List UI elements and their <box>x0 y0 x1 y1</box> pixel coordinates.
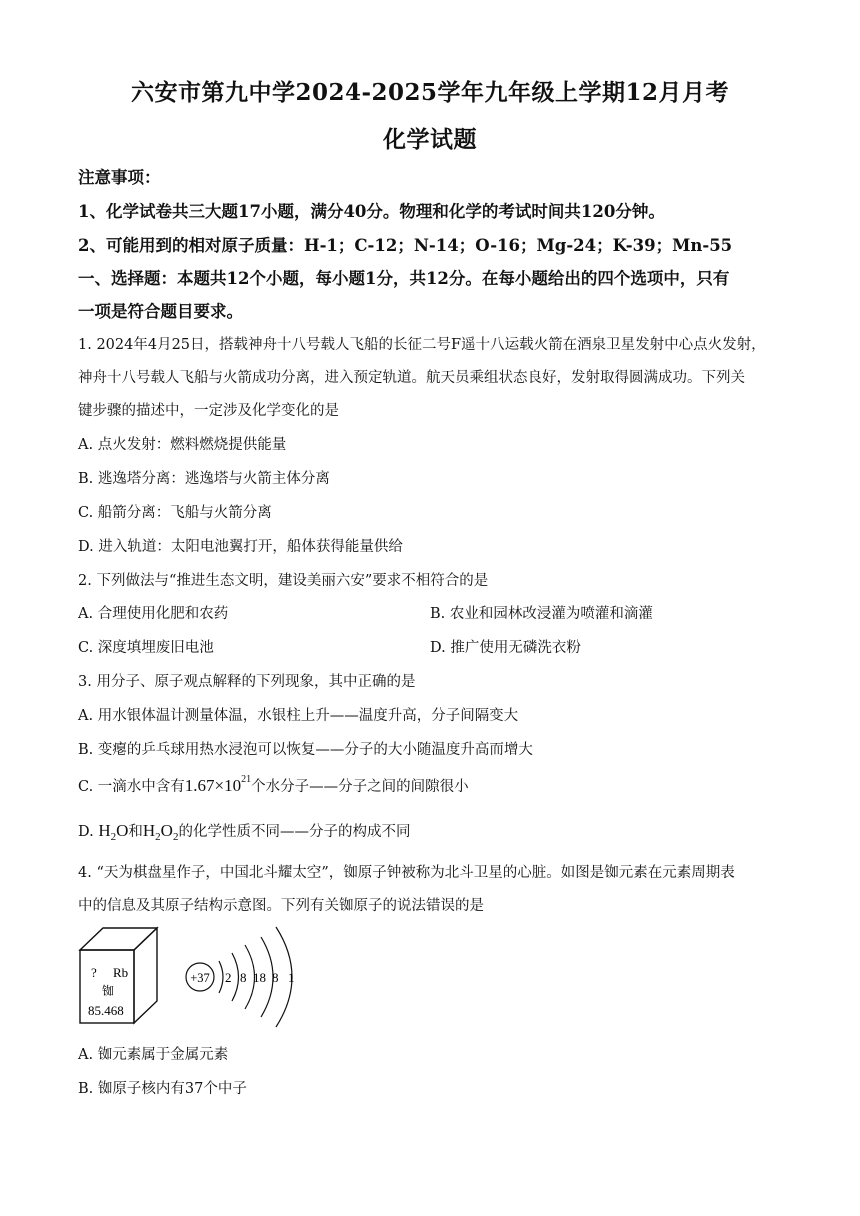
shell-2 <box>232 953 239 1001</box>
shell-3-electrons: 18 <box>253 970 266 985</box>
nucleus-charge: +37 <box>190 971 210 985</box>
exam-title: 六安市第九中学2024-2025学年九年级上学期12月月考 <box>130 79 730 106</box>
section-1-heading-cont: 一项是符合题目要求。 <box>78 302 243 321</box>
q2-option-c: C. 深度填埋废旧电池 <box>78 640 214 656</box>
q3-stem: 3. 用分子、原子观点解释的下列现象，其中正确的是 <box>78 674 416 690</box>
shell-1-electrons: 2 <box>225 970 232 985</box>
notes-heading: 注意事项： <box>78 168 161 187</box>
notes-item-1: 1、化学试卷共三大题17小题，满分40分。物理和化学的考试时间共120分钟。 <box>78 202 665 221</box>
formula-hydrogen-peroxide: $H_2O_2$ <box>142 821 179 843</box>
exam-subject-title: 化学试题 <box>383 126 477 153</box>
element-name: 铷 <box>102 984 115 998</box>
q1-option-d: D. 进入轨道：太阳电池翼打开，船体获得能量供给 <box>78 539 403 555</box>
q3-option-c: C. 一滴水中含有$1.67\times 10^{21}$个水分子——分子之间的间隙很小 <box>78 774 469 795</box>
notes-item-2: 2、可能用到的相对原子质量：H-1；C-12；N-14；O-16；Mg-24；K-39；Mn-55 <box>78 236 733 255</box>
q2-stem: 2. 下列做法与“推进生态文明，建设美丽六安”要求不相符合的是 <box>78 573 489 589</box>
q4-option-b: B. 铷原子核内有37个中子 <box>78 1081 247 1097</box>
q1-option-a: A. 点火发射：燃料燃烧提供能量 <box>78 437 287 453</box>
element-cell <box>80 928 157 1023</box>
element-symbol: Rb <box>113 965 129 980</box>
atom-structure-diagram <box>186 927 295 1027</box>
section-1-heading: 一、选择题：本题共12个小题，每小题1分，共12分。在每小题给出的四个选项中，只有 <box>78 269 730 288</box>
shell-4-electrons: 8 <box>272 970 279 985</box>
q1-stem-line-3: 键步骤的描述中，一定涉及化学变化的是 <box>78 403 339 419</box>
q3-option-b: B. 变瘪的乒乓球用热水浸泡可以恢复——分子的大小随温度升高而增大 <box>78 742 533 758</box>
atomic-number: ? <box>91 965 97 980</box>
q4-stem-line-2: 中的信息及其原子结构示意图。下列有关铷原子的说法错误的是 <box>78 898 484 914</box>
q4-stem-line-1: 4. “天为棋盘星作子，中国北斗耀太空”，铷原子钟被称为北斗卫星的心脏。如图是铷元素在元素周期表 <box>78 865 735 881</box>
shell-2-electrons: 8 <box>240 970 247 985</box>
formula-water: $H_2O$ <box>98 821 129 843</box>
q2-option-b: B. 农业和园林改浸灌为喷灌和滴灌 <box>430 606 653 622</box>
q1-stem-line-2: 神舟十八号载人飞船与火箭成功分离，进入预定轨道。航天员乘组状态良好，发射取得圆满成功。下列关 <box>78 370 745 386</box>
scientific-number: $1.67\times 10^{21}$ <box>184 774 252 795</box>
atomic-mass: 85.468 <box>88 1003 124 1018</box>
q1-option-b: B. 逃逸塔分离：逃逸塔与火箭主体分离 <box>78 471 330 487</box>
q4-option-a: A. 铷元素属于金属元素 <box>78 1047 229 1063</box>
shell-1 <box>219 961 223 993</box>
q2-option-a: A. 合理使用化肥和农药 <box>78 606 229 622</box>
q1-stem-line-1: 1. 2024年4月25日，搭载神舟十八号载人飞船的长征二号F遥十八运载火箭在酒泉卫星发射中心点火发射， <box>78 337 766 353</box>
q3-option-d: D. $H_2O$和$H_2O_2$的化学性质不同——分子的构成不同 <box>78 821 411 843</box>
shell-5-electrons: 1 <box>288 970 295 985</box>
rubidium-figure <box>78 925 318 1035</box>
q1-option-c: C. 船箭分离：飞船与火箭分离 <box>78 505 272 521</box>
q2-option-d: D. 推广使用无磷洗衣粉 <box>430 640 581 656</box>
q3-option-a: A. 用水银体温计测量体温，水银柱上升——温度升高，分子间隔变大 <box>78 708 519 724</box>
